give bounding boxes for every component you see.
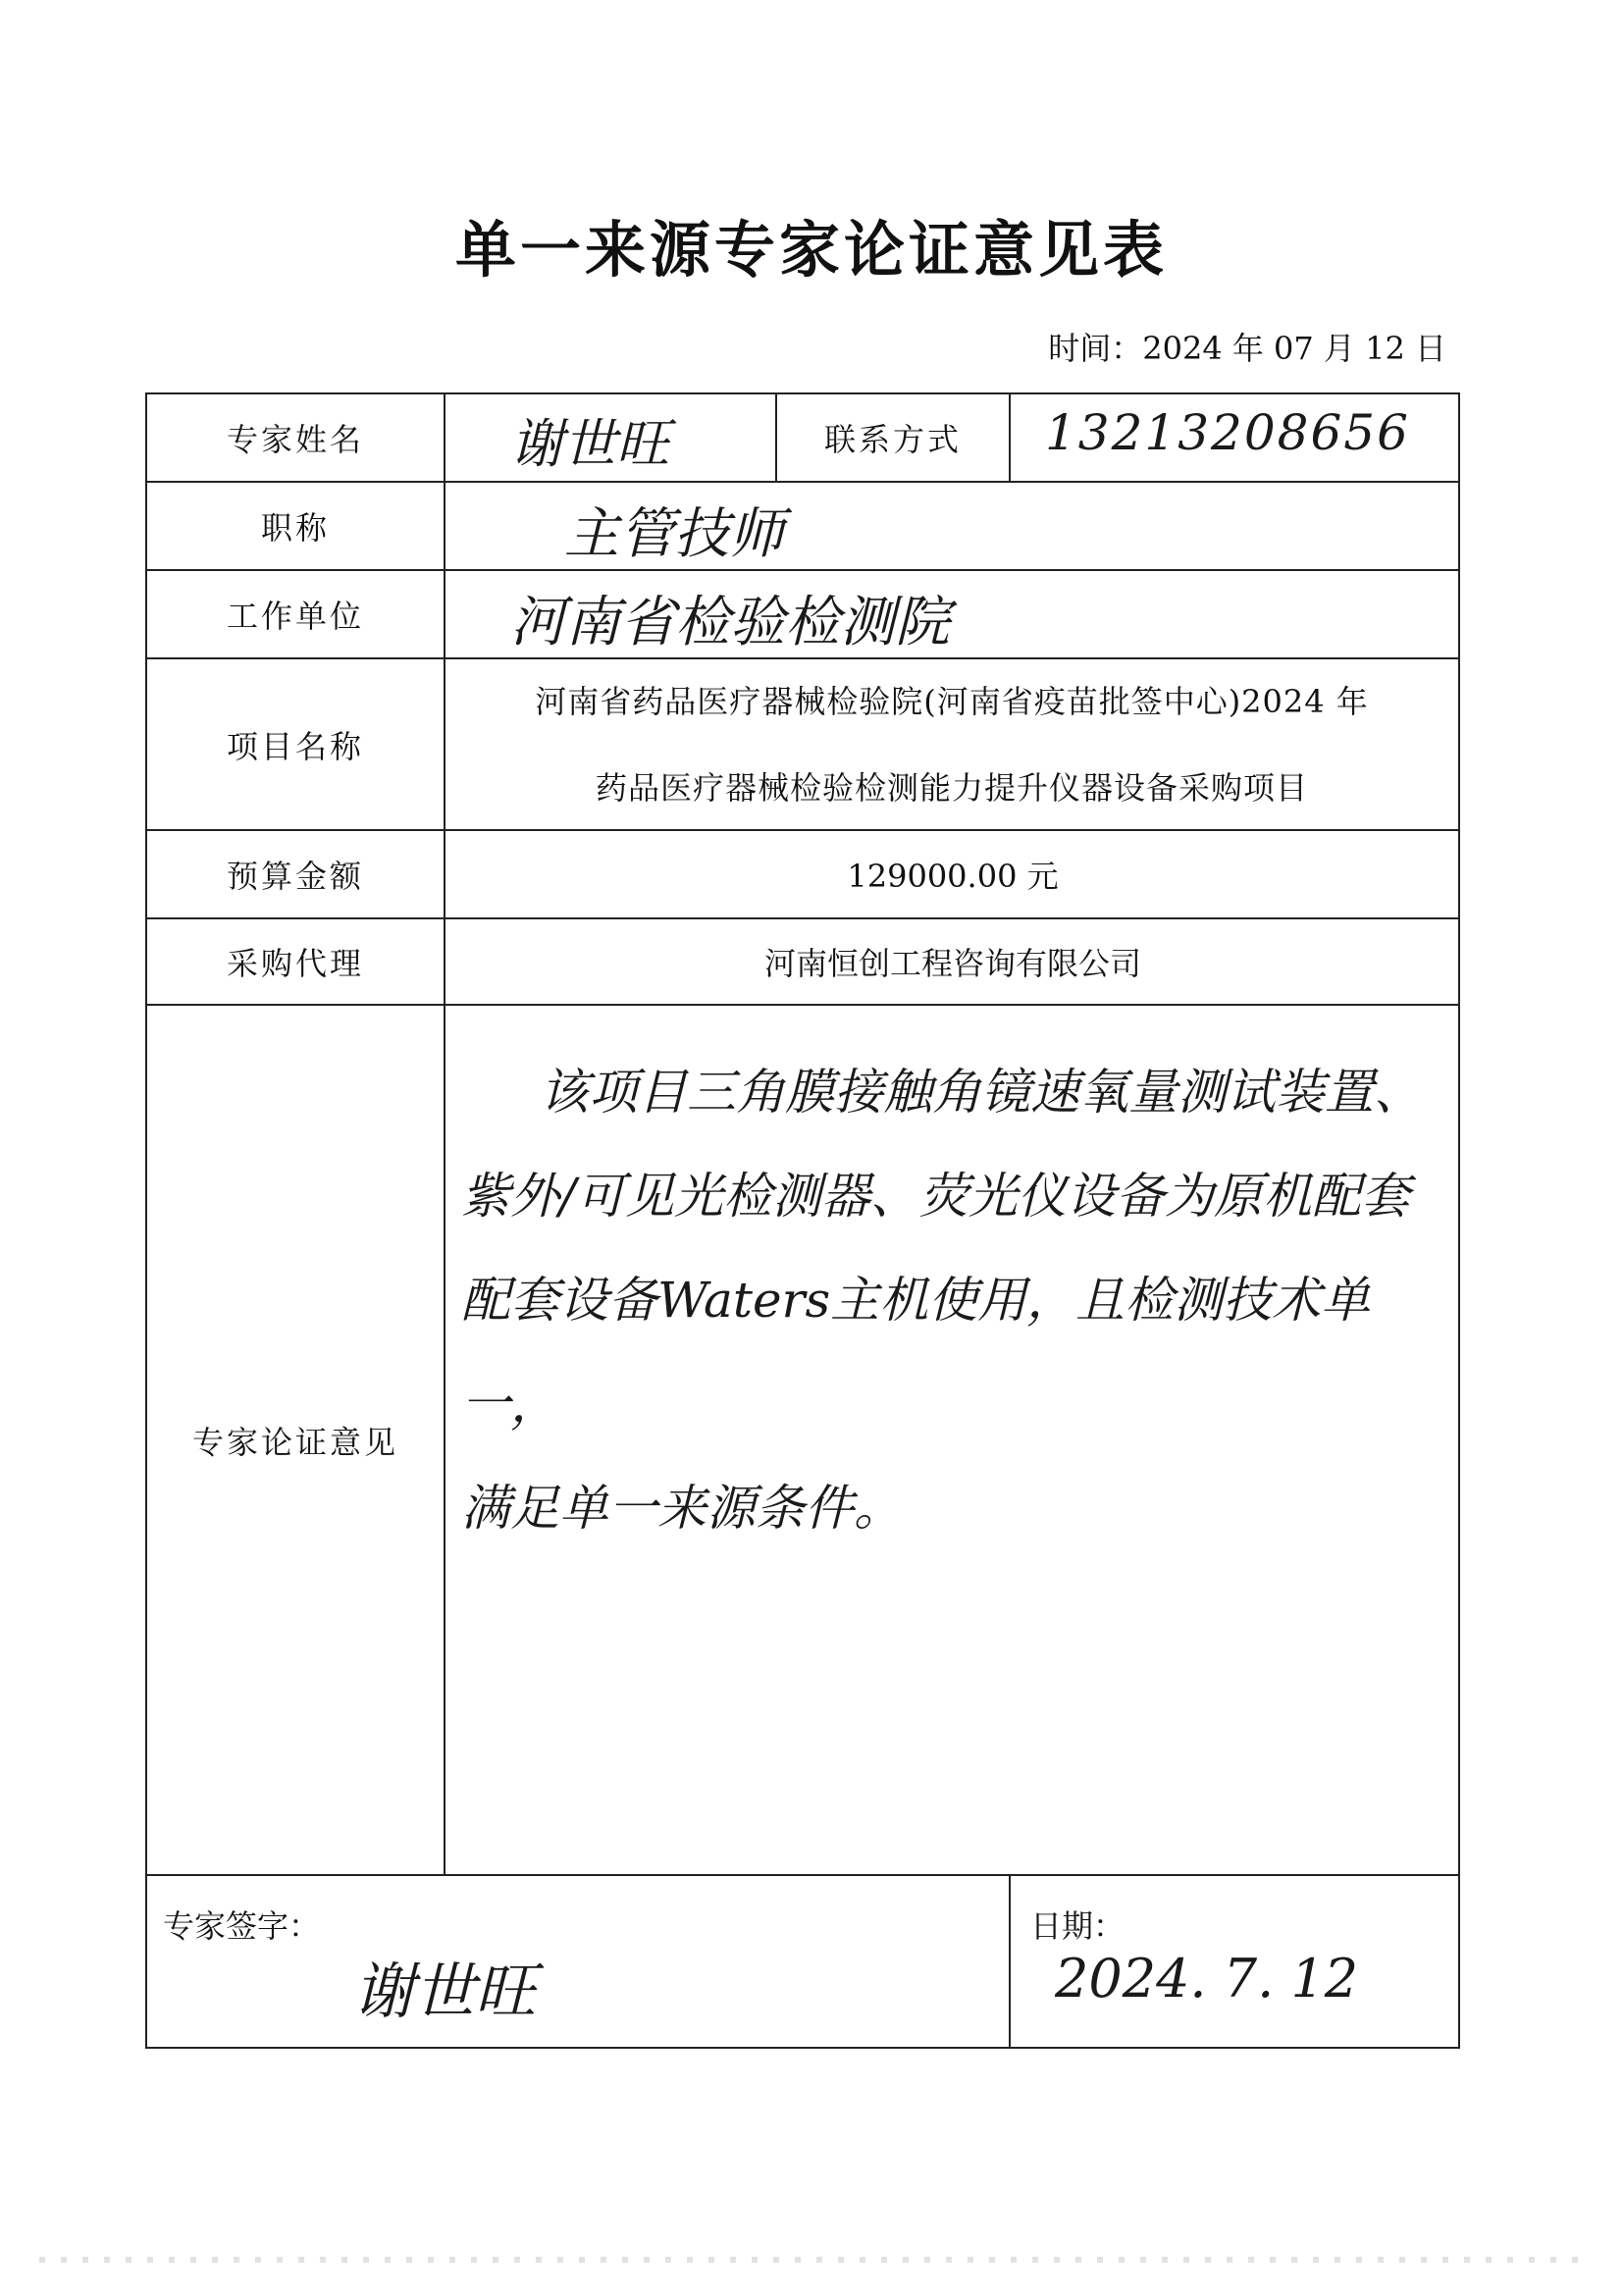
title-handwritten: 主管技师 <box>564 502 784 566</box>
document-date: 时间：2024 年 07 月 12 日 <box>1048 330 1446 367</box>
sign-date-handwritten: 2024. 7. 12 <box>1055 1948 1359 2009</box>
project-label: 项目名称 <box>226 727 364 765</box>
expert-name-handwritten: 谢世旺 <box>510 413 669 475</box>
contact-label: 联系方式 <box>823 421 962 458</box>
signature-handwritten: 谢世旺 <box>353 1956 537 2027</box>
title-label: 职称 <box>260 509 330 547</box>
opinion-label: 专家论证意见 <box>191 1423 398 1461</box>
project-name-line-1: 河南省药品医疗器械检验院(河南省疫苗批签中心)2024 年 <box>535 683 1369 720</box>
work-unit-handwritten: 河南省检验检测院 <box>510 591 950 654</box>
opinion-line: 配套设备Waters主机使用，且检测技术单一， <box>461 1272 1371 1433</box>
scan-noise <box>39 2257 1590 2263</box>
work-unit-label: 工作单位 <box>226 598 364 635</box>
expert-name-label: 专家姓名 <box>226 421 364 458</box>
project-name-line-2: 药品医疗器械检验检测能力提升仪器设备采购项目 <box>595 769 1308 807</box>
agency-value: 河南恒创工程咨询有限公司 <box>763 945 1141 982</box>
sign-date-label: 日期： <box>1030 1907 1126 1945</box>
document-title: 单一来源专家论证意见表 <box>454 214 1168 286</box>
agency-label: 采购代理 <box>226 945 364 982</box>
budget-label: 预算金额 <box>226 858 364 895</box>
opinion-handwritten <box>461 1040 1442 1560</box>
signature-label: 专家签字： <box>163 1907 321 1945</box>
budget-value: 129000.00 元 <box>847 858 1059 895</box>
contact-handwritten: 13213208656 <box>1045 404 1410 461</box>
column-divider <box>1009 1874 1011 2049</box>
column-divider <box>444 392 445 1874</box>
column-divider <box>1009 392 1011 481</box>
row-divider <box>145 1874 1460 1876</box>
opinion-line: 满足单一来源条件。 <box>461 1480 903 1537</box>
opinion-line: 该项目三角膜接触角镜速氧量测试装置、 <box>540 1064 1423 1121</box>
opinion-line: 紫外/可见光检测器、荧光仪设备为原机配套 <box>461 1168 1410 1225</box>
